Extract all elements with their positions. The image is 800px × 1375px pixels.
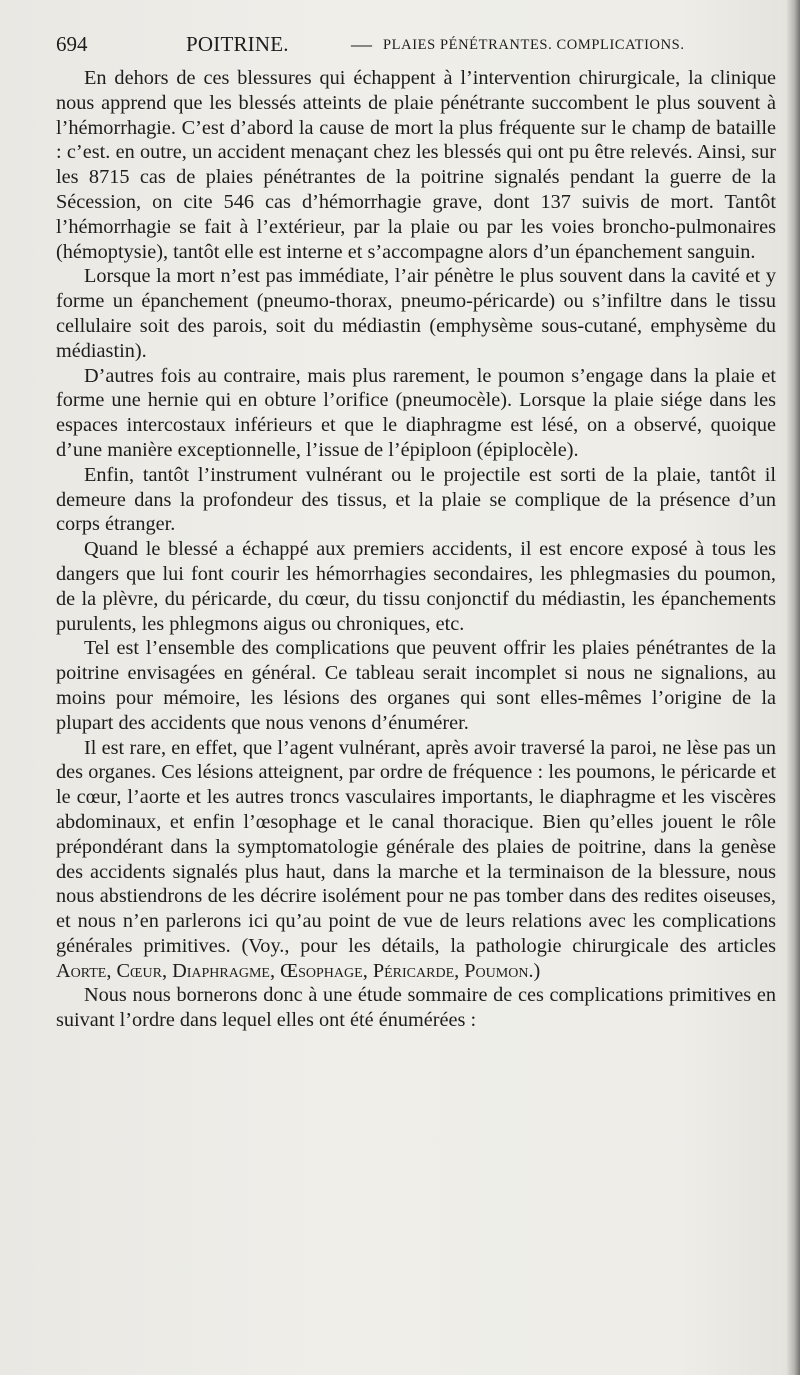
article-ref-close: .) [528, 959, 541, 982]
page-number: 694 [56, 32, 88, 56]
paragraph-8: Nous nous bornerons donc à une étude sommaire de ces complications primitives en suivant l’ordre dans lequel elles ont été énumérées : [56, 984, 776, 1032]
chapter-title: POITRINE. [186, 32, 289, 56]
body-text [56, 66, 776, 1033]
article-ref-coeur: Cœur [116, 959, 162, 982]
paragraph-4: Enfin, tantôt l’instrument vulnérant ou le projectile est sorti de la plaie, tantôt il demeure dans la profondeur des tissus, et la plaie se complique de la présence d’un corps étranger. [56, 463, 776, 536]
paragraph-6: Tel est l’ensemble des complications que peuvent offrir les plaies pénétrantes de la poitrine envisagées en général. Ce tableau serait incomplet si nous ne signalions, au moins pour mémoire, les lésions des organes qui sont elles-mêmes l’origine de la plupart des accidents que nous venons d’énumérer. [56, 637, 776, 734]
article-ref-separator: , [161, 959, 173, 982]
paragraph-7-text: Il est rare, en effet, que l’agent vulnérant, après avoir traversé la paroi, ne lèse pas un des organes. Ces lésions atteignent, par ordre de fréquence : les poumons, le péricarde et le cœur, l’aorte et les autres troncs vasculaires importants, le diaphragme et les viscères abdominaux, et enfin l’œsophage et le canal thoracique. Bien qu’elles jouent le rôle prépondérant dans la symptomatologie générale des plaies de poitrine, dans la genèse des accidents signalés plus haut, dans la marche et la terminaison de la blessure, nous nous abstiendrons de les décrire isolément pour ne pas tomber dans des redites oiseuses, et nous n’en parlerons ici qu’au point de vue de leurs relations avec les complications générales primitives. (Voy., pour les détails, la pathologie chirurgicale des articles [56, 736, 776, 957]
paragraph-1: En dehors de ces blessures qui échappent à l’intervention chirurgicale, la clinique nous apprend que les blessés atteints de plaie pénétrante succombent le plus souvent à l’hémorrhagie. C’est d’abord la cause de mort la plus fréquente sur le champ de bataille : c’est. en outre, un accident menaçant chez les blessés qui ont pu être relevés. Ainsi, sur les 8715 cas de plaies pénétrantes de la poitrine signalés pendant la guerre de la Sécession, on cite 546 cas d’hémorrhagie grave, dont 137 suivis de mort. Tantôt l’hémorrhagie se fait à l’extérieur, par la plaie ou par les voies broncho-pulmonaires (hémoptysie), tantôt elle est interne et s’accompagne alors d’un épanchement sanguin. [56, 67, 776, 263]
paragraph-3: D’autres fois au contraire, mais plus rarement, le poumon s’engage dans la plaie et forme une hernie qui en obture l’orifice (pneumocèle). Lorsque la plaie siége dans les espaces intercostaux inférieurs et que le diaphragme est lésé, on a observé, quoique d’une manière exceptionnelle, l’issue de l’épiploon (épiplocèle). [56, 364, 776, 461]
header-separator: — [351, 32, 372, 56]
paragraph-2: Lorsque la mort n’est pas immédiate, l’air pénètre le plus souvent dans la cavité et y forme un épanchement (pneumo-thorax, pneumo-péricarde) ou s’infiltre dans le tissu cellulaire soit des parois, soit du médiastin (emphysème sous-cutané, emphysème du médiastin). [56, 265, 776, 362]
article-ref-separator: , [362, 959, 373, 982]
paragraph-7 [56, 736, 776, 984]
page-edge-shadow [786, 0, 800, 1375]
paragraph-5: Quand le blessé a échappé aux premiers accidents, il est encore exposé à tous les dangers que lui font courir les hémorrhagies secondaires, les phlegmasies du poumon, de la plèvre, du péricarde, du cœur, du tissu conjonctif du médiastin, les épanchements purulents, les phlegmons aigus ou chroniques, etc. [56, 538, 776, 635]
article-ref-aorte: Aorte [56, 959, 107, 982]
article-ref-separator: , [454, 959, 465, 982]
article-ref-separator: , [269, 959, 281, 982]
article-ref-poumon: Poumon [464, 959, 529, 982]
article-ref-separator: , [106, 959, 117, 982]
article-ref-pericarde: Péricarde [372, 959, 455, 982]
article-ref-diaphragme: Diaphragme [172, 959, 270, 982]
running-head [56, 32, 756, 60]
article-ref-oesophage: Œsophage [280, 959, 363, 982]
section-subtitle: PLAIES PÉNÉTRANTES. COMPLICATIONS. [383, 37, 685, 53]
